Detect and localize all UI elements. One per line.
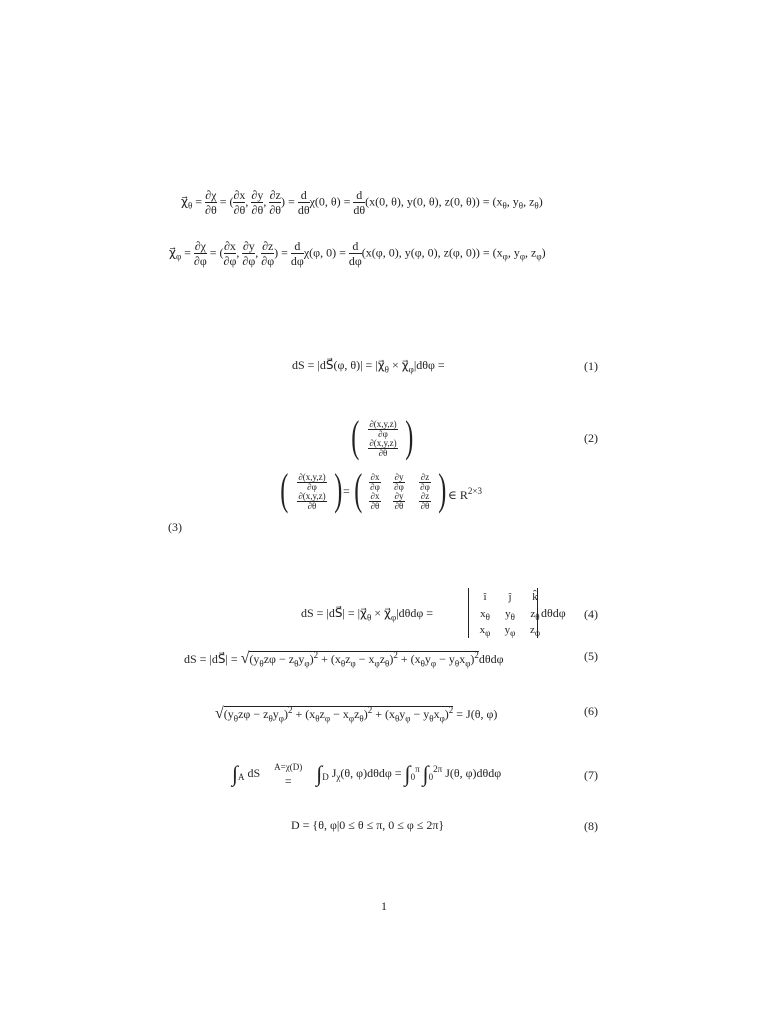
equation-3-equals: = [343,484,350,498]
determinant-row-1: î ĵ k̂ [483,591,538,603]
equation-number-4: (4) [584,607,598,621]
equation-3-left-matrix: ( ∂(x,y,z) ∂φ ∂(x,y,z) ∂θ ) [280,465,343,514]
equation-number-7: (7) [584,768,598,782]
equation-number-3: (3) [168,520,182,534]
eq2-den-bot: ∂θ [378,448,388,458]
eq3-num-top: ∂(x,y,z) [298,472,326,482]
equation-3-jacobian-matrix: ( ∂x ∂φ ∂y ∂φ ∂z ∂φ ∂x ∂θ ∂y ∂θ ∂z ∂θ ) [354,465,447,514]
equation-chi-theta: $\chi⃗_\theta$ = $\frac{\partial\chi}{\partial\theta}$ = ( $\frac{\partial x}{\partial\theta}$ , $\frac{\partial y}{\partial\theta}$ , $\frac{\partial z}{\partial\theta}$ ) = $\frac{d}{d\theta}$ χ(0, θ) = $\frac{d}{d\theta}$ (x(0, θ), y(0, θ), z(0, $\theta)) = (x_\theta$, $y_\theta$, $z_\theta$) [181,188,543,217]
equation-number-6: (6) [584,704,598,718]
eq3-den-top: ∂φ [307,482,317,492]
determinant-right-bar [537,588,538,638]
equation-1: dS = |dS⃗(φ, $\theta)| = |\chi⃗_\theta$ × $\chi⃗_\varphi|d\theta\varphi$ = [292,358,445,375]
eq2-den-top: ∂φ [378,429,388,439]
equation-chi-phi: $\chi⃗_\varphi$ = $\frac{\partial\chi}{\partial\varphi}$ = ( $\frac{\partial x}{\partial\varphi}$ , $\frac{\partial y}{\partial\varphi}$ , $\frac{\partial z}{\partial\varphi}$ ) = $\frac{d}{d\varphi}$ χ(φ, 0) = $\frac{d}{d\varphi}$ (x(φ, 0), y(φ, 0), z(φ, $0)) = (x_\varphi$, $y_\varphi$, $z_\varphi$) [169,239,546,268]
equation-3-tail: ∈ $R^{2\times 3}$ [448,486,482,502]
equation-number-5: (5) [584,649,598,663]
page-number: 1 [381,899,387,913]
determinant-row-3: $x_\varphi$ $y_\varphi$ $z_\varphi$ [479,624,541,639]
eq3-num-bot: ∂(x,y,z) [298,491,326,501]
equation-7: $\int_A$ dS A=χ(D) = $\int_D$ $J_\chi(\theta$, $\varphi)d\theta d\varphi = \int_0^\pi$ $\int_0^{2\pi}$ J(θ, φ)dθdφ [232,761,502,788]
equation-number-1: (1) [584,359,598,373]
equation-6: $√(y_\theta z\varphi - z_\theta y_\varphi)^2 + (x_\theta z_\varphi - x_\varphi z_\theta)^2 + (x_\theta y_\varphi - y_\theta x_\varphi)^2 = J(\theta$, φ) [215,705,498,724]
eq2-num-top: ∂(x,y,z) [369,419,397,429]
equation-4: dS = |dS⃗| = $|\chi⃗_\theta$ × $\chi⃗_\varphi|d\theta d\varphi$ = [301,606,434,623]
equation-number-2: (2) [584,431,598,445]
equation-4-tail: dθdφ [541,606,566,620]
equation-5: dS = |dS⃗| = $√(y_\theta z\varphi - z_\theta y_\varphi)^2 + (x_\theta z_\varphi - x_\varphi z_\theta)^2 + (x_\theta y_\varphi - y_\theta x_\varphi)^2d\theta d\varphi$ [184,650,504,669]
eq3-den-bot: ∂θ [307,501,317,511]
equation-8: D = {θ, φ|0 ≤ θ ≤ π, 0 ≤ φ ≤ 2π} [291,818,445,832]
determinant-left-bar [468,588,469,638]
equation-2-matrix: ( ∂(x,y,z) ∂φ ∂(x,y,z) ∂θ ) [351,412,414,461]
equation-number-8: (8) [584,819,598,833]
eq2-num-bot: ∂(x,y,z) [369,438,397,448]
determinant-row-2: $x_\theta$ $y_\theta$ $z_\theta$ [480,608,540,623]
